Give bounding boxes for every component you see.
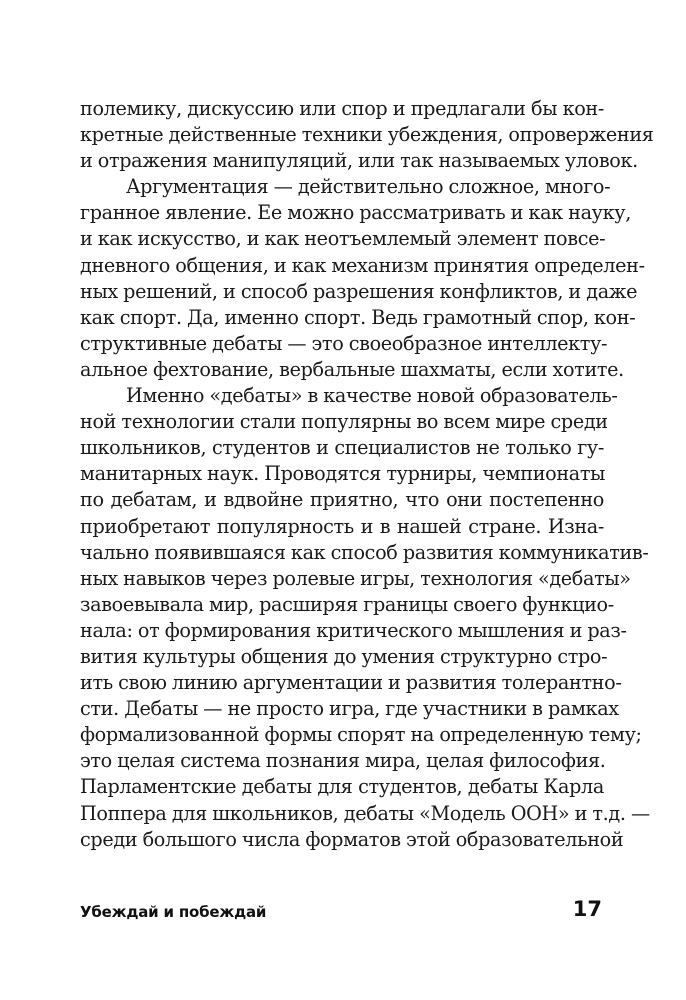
text-line: альное фехтование, вербальные шахматы, если хотите. xyxy=(80,357,624,381)
body-text xyxy=(80,96,654,853)
text-line: вития культуры общения до умения структурно стро- xyxy=(80,644,608,668)
text-line: манитарных наук. Проводятся турниры, чемпионаты xyxy=(80,462,606,486)
text-line: ной технологии стали популярны во всем мире среди xyxy=(80,410,608,434)
text-line: полемику, дискуссию или спор и предлагали бы кон- xyxy=(80,97,604,120)
text-line: среди большого числа форматов этой образовательной xyxy=(80,827,624,851)
text-line: и отражения манипуляций, или так называемых уловок. xyxy=(80,149,638,173)
text-line: гранное явление. Ее можно рассматривать и как науку, xyxy=(80,201,631,225)
paragraph-first-line: Аргументация — действительно сложное, много- xyxy=(126,175,611,199)
text-line: структивные дебаты — это своеобразное интеллекту- xyxy=(80,331,608,355)
text-line: и как искусство, и как неотъемлемый элемент повсе- xyxy=(80,227,606,251)
text-line: школьников, студентов и специалистов не только гу- xyxy=(80,436,604,460)
text-line: Парламентские дебаты для студентов, дебаты Карла xyxy=(80,775,604,799)
text-line: формализованной формы спорят на определенную тему; xyxy=(80,723,642,747)
text-line: по дебатам, и вдвойне приятно, что они постепенно xyxy=(80,488,604,512)
text-line: приобретают популярность и в нашей стране. Изна- xyxy=(80,514,604,538)
paragraph-first-line: Именно «дебаты» в качестве новой образователь- xyxy=(126,384,618,408)
text-line: дневного общения, и как механизм принятия определен- xyxy=(80,253,645,277)
text-line: нала: от формирования критического мышления и раз- xyxy=(80,618,627,642)
text-line: кретные действенные техники убеждения, опровержения xyxy=(80,123,654,147)
text-line: ных решений, и способ разрешения конфликтов, и даже xyxy=(80,279,638,303)
text-line: сти. Дебаты — не просто игра, где участники в рамках xyxy=(80,697,619,721)
text-line: это целая система познания мира, целая философия. xyxy=(80,749,606,773)
text-line: ить свою линию аргументации и развития толерантно- xyxy=(80,671,622,695)
text-line: чально появившаяся как способ развития коммуникатив- xyxy=(80,540,649,564)
text-line: Поппера для школьников, дебаты «Модель ООН» и т.д. — xyxy=(80,801,650,825)
text-line: как спорт. Да, именно спорт. Ведь грамотный спор, кон- xyxy=(80,305,636,329)
text-line: ных навыков через ролевые игры, технология «дебаты» xyxy=(80,566,631,590)
text-line: завоевывала мир, расширяя границы своего функцио- xyxy=(80,592,614,616)
page-footer xyxy=(80,897,604,923)
running-title: Убеждай и побеждай xyxy=(80,903,267,921)
page-number: 17 xyxy=(572,897,602,921)
